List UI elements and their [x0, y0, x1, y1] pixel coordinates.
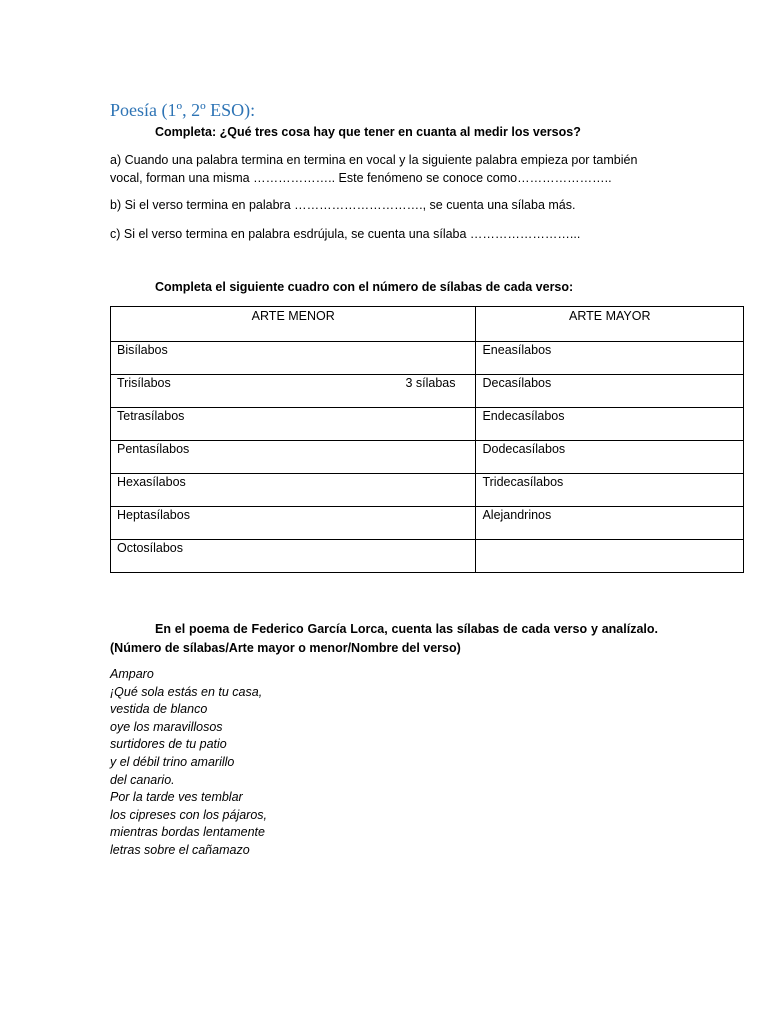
menor-label: Trisílabos: [117, 376, 171, 390]
table-row: [111, 441, 744, 474]
item-a-line2: vocal, forman una misma ……………….. Este fenómeno se conoce como…………………..: [110, 171, 612, 185]
cell-mayor[interactable]: Endecasílabos: [476, 408, 744, 441]
table-row: [111, 375, 744, 408]
exercise3-instruction: [110, 620, 658, 658]
cell-menor[interactable]: [111, 474, 476, 507]
poem-line: mientras bordas lentamente: [110, 825, 265, 840]
exercise1-instruction: Completa: ¿Qué tres cosa hay que tener en cuanta al medir los versos?: [155, 125, 581, 139]
header-arte-menor: ARTE MENOR: [111, 307, 476, 342]
poem-line: oye los maravillosos: [110, 719, 223, 734]
lorca-poem: [110, 666, 267, 860]
poem-line: y el débil trino amarillo: [110, 754, 235, 769]
table-row: [111, 540, 744, 573]
table-row: [111, 408, 744, 441]
cell-menor[interactable]: [111, 375, 476, 408]
cell-mayor[interactable]: Tridecasílabos: [476, 474, 744, 507]
exercise3-instruction-line2: (Número de sílabas/Arte mayor o menor/Nombre del verso): [110, 641, 461, 655]
menor-label: Heptasílabos: [117, 508, 190, 522]
menor-label: Tetrasílabos: [117, 409, 185, 423]
poem-line: vestida de blanco: [110, 702, 208, 717]
cell-menor[interactable]: [111, 441, 476, 474]
poem-line: los cipreses con los pájaros,: [110, 807, 268, 822]
exercise2-instruction: Completa el siguiente cuadro con el número de sílabas de cada verso:: [155, 280, 574, 294]
poem-line: Por la tarde ves temblar: [110, 790, 243, 805]
menor-label: Pentasílabos: [117, 442, 190, 456]
syllable-table: [110, 306, 744, 573]
exercise1-item-b: b) Si el verso termina en palabra …………………………., se cuenta una sílaba más.: [110, 198, 576, 212]
cell-mayor[interactable]: Dodecasílabos: [476, 441, 744, 474]
exercise1-item-a: [110, 151, 670, 187]
menor-label: Bisílabos: [117, 343, 168, 357]
poem-line: Amparo: [110, 667, 154, 681]
menor-label: Octosílabos: [117, 541, 184, 555]
item-a-line1: a) Cuando una palabra termina en termina en vocal y la siguiente palabra empieza por también: [110, 153, 638, 167]
exercise3-instruction-line1: En el poema de Federico García Lorca, cuenta las sílabas de cada verso y analízalo.: [155, 622, 658, 636]
cell-mayor[interactable]: Decasílabos: [476, 375, 744, 408]
header-arte-mayor: ARTE MAYOR: [476, 307, 744, 342]
menor-note: 3 sílabas: [405, 376, 456, 390]
cell-menor[interactable]: [111, 540, 476, 573]
table-row: [111, 342, 744, 375]
exercise1-item-c: c) Si el verso termina en palabra esdrújula, se cuenta una sílaba ……………………...: [110, 227, 581, 241]
poem-line: ¡Qué sola estás en tu casa,: [110, 684, 263, 699]
table-header-row: [111, 307, 744, 342]
cell-menor[interactable]: [111, 342, 476, 375]
cell-menor[interactable]: [111, 408, 476, 441]
cell-mayor[interactable]: Alejandrinos: [476, 507, 744, 540]
poem-line: surtidores de tu patio: [110, 737, 227, 752]
cell-mayor[interactable]: [476, 540, 744, 573]
cell-mayor[interactable]: Eneasílabos: [476, 342, 744, 375]
poem-line: del canario.: [110, 772, 175, 787]
poem-line: letras sobre el cañamazo: [110, 842, 250, 857]
page-title: Poesía (1º, 2º ESO):: [110, 100, 256, 120]
cell-menor[interactable]: [111, 507, 476, 540]
table-row: [111, 474, 744, 507]
menor-label: Hexasílabos: [117, 475, 186, 489]
table-row: [111, 507, 744, 540]
